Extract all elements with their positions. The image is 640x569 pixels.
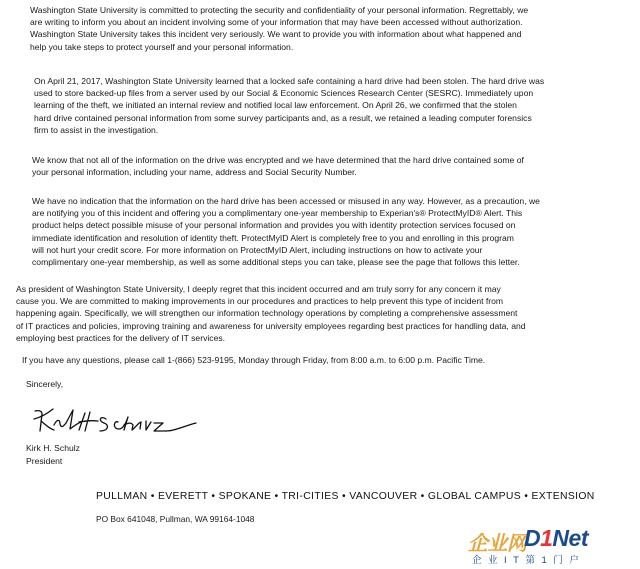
watermark-logo <box>524 525 588 552</box>
paragraph-incident <box>34 75 544 136</box>
paragraph-protection-offer <box>32 195 540 268</box>
paragraph-encryption <box>32 154 524 178</box>
text-line: If you have any questions, please call 1-(866) 523-9195, Monday through Friday, from 8:00 a.m. to 6:00 p.m. Pacific Time. <box>22 355 486 365</box>
text-line: employing best practices for the delivery of IT services. <box>16 332 226 343</box>
watermark-brand: 企业网 <box>468 533 527 555</box>
text-line: firm to assist in the investigation. <box>34 124 159 135</box>
signer-block <box>26 442 80 467</box>
text-line: your personal information, including your name, address and Social Security Number. <box>32 167 357 178</box>
closing: Sincerely, <box>26 379 64 389</box>
text-line: product helps detect possible misuse of your personal information and provides you with identity protection services focused on <box>32 220 516 231</box>
paragraph-intro <box>30 4 528 53</box>
text-line: used to store backed-up files from a server used by our Social & Economic Sciences Research Center (SESRC). Immediately upon <box>34 88 534 99</box>
text-line: Washington State University is committed to protecting the security and confidentiality of your personal information. Regrettably, we <box>30 5 529 15</box>
text-line: Washington State University takes this incident very seriously. We want to provide you with information about what happened and <box>30 29 522 40</box>
text-line: We have no indication that the information on the hard drive has been accessed or misused in any way. However, as a precaution, we <box>32 196 540 206</box>
text-line: immediate identification and resolution of identity theft. ProtectMyID Alert is completely free to you and enrolling in this program <box>32 232 514 243</box>
paragraph-president-statement <box>16 283 526 344</box>
watermark-logo-prefix: D <box>524 525 541 551</box>
signature-image <box>30 405 200 435</box>
footer-address: PO Box 641048, Pullman, WA 99164-1048 <box>96 514 255 524</box>
watermark-tagline: 企业IT第1门户 <box>472 555 586 566</box>
text-line: On April 21, 2017, Washington State University learned that a locked safe containing a hard drive had been stolen. The hard drive was <box>34 76 545 86</box>
text-line: We know that not all of the information on the drive was encrypted and we have determined that the hard drive contained some of <box>32 155 524 165</box>
text-line: hard drive contained personal information from some survey participants and, as a result, we retained a leading computer forensics <box>34 112 532 123</box>
signer-name: Kirk H. Schulz <box>26 443 80 453</box>
text-line: will not hurt your credit score. For more information on ProtectMyID Alert, including instructions on how to activate your <box>32 244 483 255</box>
text-line: are notifying you of this incident and offering you a complimentary one-year membership to Experian's® ProtectMyID® Alert. This <box>32 208 523 219</box>
text-line: As president of Washington State University, I deeply regret that this incident occurred and am truly sorry for any concern it may <box>16 284 501 294</box>
watermark-logo-dot: 1 <box>540 525 553 551</box>
text-line: help you take steps to protect yourself and your personal information. <box>30 41 294 52</box>
footer-campuses: PULLMAN • EVERETT • SPOKANE • TRI-CITIES • VANCOUVER • GLOBAL CAMPUS • EXTENSION <box>96 491 595 502</box>
text-line: happening again. Specifically, we will strengthen our information technology operations by completing a comprehensive assessment <box>16 308 518 319</box>
signer-title: President <box>26 455 63 466</box>
text-line: cause you. We are committed to making improvements in our procedures and practices to help prevent this type of incident from <box>16 296 504 307</box>
paragraph-contact <box>22 354 485 366</box>
text-line: are writing to inform you about an incident involving some of your information that may have been accessed without authorization. <box>30 17 523 28</box>
text-line: learning of the theft, we initiated an internal review and notified local law enforcement. On April 26, we confirmed that the stolen <box>34 100 517 111</box>
site-watermark <box>468 527 638 567</box>
text-line: of IT practices and policies, improving training and awareness for university employees regarding best practices for handling data, and <box>16 320 526 331</box>
watermark-logo-suffix: Net <box>552 525 588 551</box>
text-line: complimentary one-year membership, as well as some additional steps you can take, please see the page that follows this letter. <box>32 257 520 268</box>
